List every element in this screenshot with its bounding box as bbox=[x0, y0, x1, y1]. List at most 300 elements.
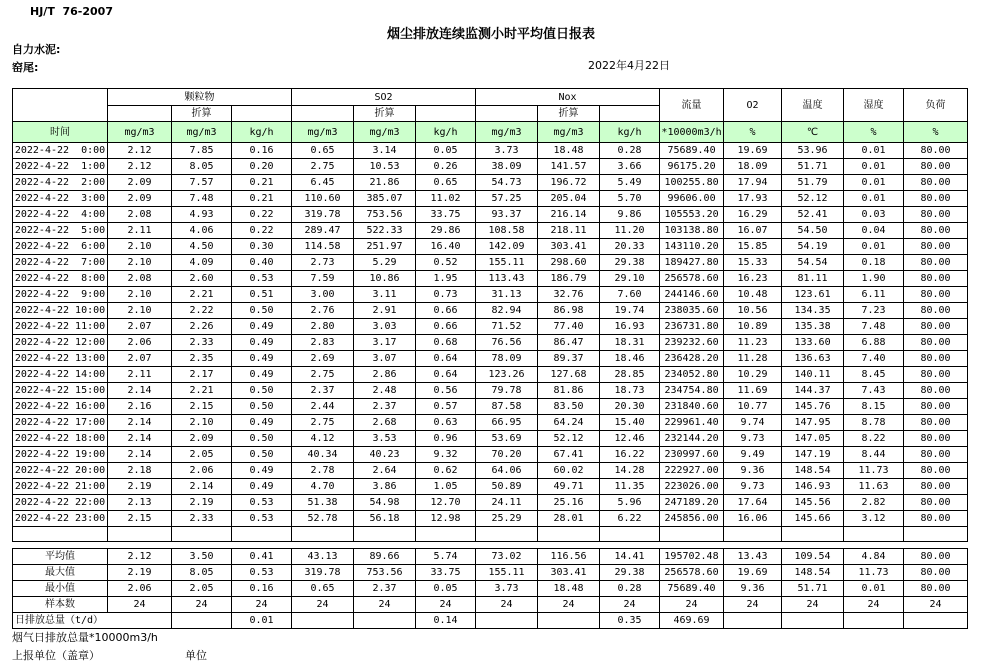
value-cell: 0.53 bbox=[232, 271, 292, 287]
value-cell: 127.68 bbox=[538, 367, 600, 383]
time-cell: 2022-4-22 4:00 bbox=[13, 207, 108, 223]
value-cell: 753.56 bbox=[354, 207, 416, 223]
value-cell: 50.89 bbox=[476, 479, 538, 495]
value-cell: 80.00 bbox=[904, 303, 968, 319]
value-cell: 2.75 bbox=[292, 415, 354, 431]
value-cell: 16.06 bbox=[724, 511, 782, 527]
value-cell: 234754.80 bbox=[660, 383, 724, 399]
value-cell: 80.00 bbox=[904, 479, 968, 495]
value-cell: 0.01 bbox=[844, 175, 904, 191]
value-cell: 0.40 bbox=[232, 255, 292, 271]
value-cell: 303.41 bbox=[538, 239, 600, 255]
value-cell: 24 bbox=[416, 597, 476, 613]
value-cell: 0.50 bbox=[232, 399, 292, 415]
time-cell: 2022-4-22 11:00 bbox=[13, 319, 108, 335]
pm-converted-header: 折算 bbox=[172, 106, 232, 122]
value-cell: 80.00 bbox=[904, 415, 968, 431]
value-cell: 80.00 bbox=[904, 549, 968, 565]
value-cell: 2.37 bbox=[354, 399, 416, 415]
unit-header: *10000m3/h bbox=[660, 122, 724, 143]
time-cell: 2022-4-22 21:00 bbox=[13, 479, 108, 495]
report-table-area bbox=[12, 88, 970, 629]
summary-row bbox=[13, 549, 968, 565]
unit-header: kg/h bbox=[416, 122, 476, 143]
value-cell: 2.83 bbox=[292, 335, 354, 351]
time-cell: 2022-4-22 7:00 bbox=[13, 255, 108, 271]
table-row bbox=[13, 143, 968, 159]
value-cell: 114.58 bbox=[292, 239, 354, 255]
time-cell: 2022-4-22 12:00 bbox=[13, 335, 108, 351]
value-cell: 38.09 bbox=[476, 159, 538, 175]
value-cell: 3.66 bbox=[600, 159, 660, 175]
blank-cell bbox=[13, 527, 108, 542]
value-cell: 24.11 bbox=[476, 495, 538, 511]
value-cell: 40.34 bbox=[292, 447, 354, 463]
time-cell: 2022-4-22 3:00 bbox=[13, 191, 108, 207]
value-cell: 0.57 bbox=[416, 399, 476, 415]
value-cell: 4.84 bbox=[844, 549, 904, 565]
value-cell: 289.47 bbox=[292, 223, 354, 239]
value-cell: 0.20 bbox=[232, 159, 292, 175]
value-cell: 33.75 bbox=[416, 207, 476, 223]
unit-header: kg/h bbox=[600, 122, 660, 143]
value-cell: 218.11 bbox=[538, 223, 600, 239]
unit-header: ℃ bbox=[782, 122, 844, 143]
value-cell: 148.54 bbox=[782, 565, 844, 581]
value-cell: 0.64 bbox=[416, 367, 476, 383]
table-row bbox=[13, 175, 968, 191]
value-cell: 16.22 bbox=[600, 447, 660, 463]
value-cell: 51.38 bbox=[292, 495, 354, 511]
time-cell: 2022-4-22 2:00 bbox=[13, 175, 108, 191]
value-cell: 4.93 bbox=[172, 207, 232, 223]
value-cell: 0.04 bbox=[844, 223, 904, 239]
value-cell: 134.35 bbox=[782, 303, 844, 319]
value-cell: 2.18 bbox=[108, 463, 172, 479]
value-cell: 145.76 bbox=[782, 399, 844, 415]
daily-total-row bbox=[13, 613, 968, 629]
value-cell: 10.48 bbox=[724, 287, 782, 303]
value-cell: 2.80 bbox=[292, 319, 354, 335]
value-cell: 469.69 bbox=[660, 613, 724, 629]
table-row bbox=[13, 383, 968, 399]
value-cell bbox=[476, 613, 538, 629]
value-cell: 0.49 bbox=[232, 463, 292, 479]
value-cell: 2.75 bbox=[292, 159, 354, 175]
value-cell: 2.69 bbox=[292, 351, 354, 367]
value-cell: 57.25 bbox=[476, 191, 538, 207]
nox-converted-header: 折算 bbox=[538, 106, 600, 122]
value-cell bbox=[292, 613, 354, 629]
time-cell: 2022-4-22 22:00 bbox=[13, 495, 108, 511]
value-cell: 11.69 bbox=[724, 383, 782, 399]
value-cell: 0.49 bbox=[232, 367, 292, 383]
table-row bbox=[13, 335, 968, 351]
value-cell: 17.93 bbox=[724, 191, 782, 207]
value-cell: 2.26 bbox=[172, 319, 232, 335]
value-cell: 147.05 bbox=[782, 431, 844, 447]
table-row bbox=[13, 159, 968, 175]
value-cell: 53.96 bbox=[782, 143, 844, 159]
value-cell: 70.20 bbox=[476, 447, 538, 463]
value-cell: 2.14 bbox=[108, 431, 172, 447]
table-row bbox=[13, 255, 968, 271]
value-cell: 2.76 bbox=[292, 303, 354, 319]
hourly-data-table bbox=[12, 88, 968, 542]
value-cell: 11.73 bbox=[844, 565, 904, 581]
value-cell: 0.01 bbox=[844, 143, 904, 159]
value-cell: 51.71 bbox=[782, 159, 844, 175]
value-cell: 20.33 bbox=[600, 239, 660, 255]
value-cell bbox=[354, 613, 416, 629]
value-cell: 0.53 bbox=[232, 565, 292, 581]
value-cell: 2.22 bbox=[172, 303, 232, 319]
value-cell: 0.49 bbox=[232, 479, 292, 495]
value-cell: 0.49 bbox=[232, 351, 292, 367]
time-cell: 2022-4-22 8:00 bbox=[13, 271, 108, 287]
blank-cell bbox=[108, 106, 172, 122]
value-cell: 0.66 bbox=[416, 303, 476, 319]
value-cell: 2.07 bbox=[108, 319, 172, 335]
unit-header: mg/m3 bbox=[292, 122, 354, 143]
value-cell: 24 bbox=[172, 597, 232, 613]
value-cell: 54.19 bbox=[782, 239, 844, 255]
value-cell: 2.06 bbox=[108, 335, 172, 351]
value-cell: 11.20 bbox=[600, 223, 660, 239]
value-cell: 0.14 bbox=[416, 613, 476, 629]
value-cell: 81.11 bbox=[782, 271, 844, 287]
value-cell: 2.14 bbox=[108, 415, 172, 431]
value-cell: 0.01 bbox=[844, 159, 904, 175]
value-cell: 5.70 bbox=[600, 191, 660, 207]
value-cell: 40.23 bbox=[354, 447, 416, 463]
value-cell: 3.53 bbox=[354, 431, 416, 447]
value-cell: 6.45 bbox=[292, 175, 354, 191]
value-cell: 24 bbox=[660, 597, 724, 613]
value-cell: 155.11 bbox=[476, 255, 538, 271]
value-cell: 2.15 bbox=[172, 399, 232, 415]
blank-cell bbox=[172, 527, 232, 542]
value-cell: 3.03 bbox=[354, 319, 416, 335]
value-cell: 29.38 bbox=[600, 565, 660, 581]
value-cell: 7.48 bbox=[844, 319, 904, 335]
value-cell: 0.16 bbox=[232, 581, 292, 597]
value-cell: 2.78 bbox=[292, 463, 354, 479]
blank-cell bbox=[724, 527, 782, 542]
value-cell: 81.86 bbox=[538, 383, 600, 399]
value-cell: 244146.60 bbox=[660, 287, 724, 303]
value-cell: 12.46 bbox=[600, 431, 660, 447]
value-cell: 8.15 bbox=[844, 399, 904, 415]
blank-cell bbox=[476, 106, 538, 122]
value-cell: 4.09 bbox=[172, 255, 232, 271]
table-row bbox=[13, 271, 968, 287]
value-cell: 256578.60 bbox=[660, 565, 724, 581]
value-cell: 17.64 bbox=[724, 495, 782, 511]
value-cell: 196.72 bbox=[538, 175, 600, 191]
time-cell: 2022-4-22 23:00 bbox=[13, 511, 108, 527]
value-cell: 10.53 bbox=[354, 159, 416, 175]
value-cell: 78.09 bbox=[476, 351, 538, 367]
value-cell: 76.56 bbox=[476, 335, 538, 351]
value-cell: 0.05 bbox=[416, 581, 476, 597]
value-cell: 87.58 bbox=[476, 399, 538, 415]
value-cell: 80.00 bbox=[904, 351, 968, 367]
value-cell bbox=[724, 613, 782, 629]
value-cell: 19.69 bbox=[724, 143, 782, 159]
value-cell: 54.98 bbox=[354, 495, 416, 511]
value-cell: 15.85 bbox=[724, 239, 782, 255]
value-cell: 80.00 bbox=[904, 565, 968, 581]
value-cell: 71.52 bbox=[476, 319, 538, 335]
time-cell: 2022-4-22 10:00 bbox=[13, 303, 108, 319]
value-cell: 223026.00 bbox=[660, 479, 724, 495]
value-cell: 146.93 bbox=[782, 479, 844, 495]
value-cell: 229961.40 bbox=[660, 415, 724, 431]
value-cell: 24 bbox=[476, 597, 538, 613]
value-cell: 0.01 bbox=[232, 613, 292, 629]
value-cell: 7.40 bbox=[844, 351, 904, 367]
table-row bbox=[13, 287, 968, 303]
company-name: 自力水泥: bbox=[12, 43, 61, 56]
value-cell: 2.21 bbox=[172, 383, 232, 399]
value-cell: 2.17 bbox=[172, 367, 232, 383]
value-cell: 2.06 bbox=[172, 463, 232, 479]
value-cell: 319.78 bbox=[292, 565, 354, 581]
value-cell: 2.73 bbox=[292, 255, 354, 271]
value-cell: 24 bbox=[232, 597, 292, 613]
value-cell: 2.06 bbox=[108, 581, 172, 597]
value-cell: 0.53 bbox=[232, 495, 292, 511]
flow-header: 流量 bbox=[660, 89, 724, 122]
value-cell: 100255.80 bbox=[660, 175, 724, 191]
value-cell: 2.33 bbox=[172, 335, 232, 351]
value-cell: 14.28 bbox=[600, 463, 660, 479]
value-cell: 2.75 bbox=[292, 367, 354, 383]
value-cell: 80.00 bbox=[904, 383, 968, 399]
value-cell: 54.54 bbox=[782, 255, 844, 271]
value-cell: 9.73 bbox=[724, 479, 782, 495]
standard-number: HJ/T 76-2007 bbox=[30, 5, 113, 18]
value-cell: 80.00 bbox=[904, 335, 968, 351]
value-cell: 89.37 bbox=[538, 351, 600, 367]
nox-group-header: Nox bbox=[476, 89, 660, 106]
blank-cell bbox=[416, 106, 476, 122]
table-row bbox=[13, 319, 968, 335]
value-cell: 14.41 bbox=[600, 549, 660, 565]
value-cell: 105553.20 bbox=[660, 207, 724, 223]
value-cell: 24 bbox=[600, 597, 660, 613]
value-cell: 80.00 bbox=[904, 271, 968, 287]
value-cell: 16.23 bbox=[724, 271, 782, 287]
value-cell: 64.06 bbox=[476, 463, 538, 479]
value-cell: 753.56 bbox=[354, 565, 416, 581]
value-cell: 80.00 bbox=[904, 581, 968, 597]
time-cell: 2022-4-22 17:00 bbox=[13, 415, 108, 431]
blank-cell bbox=[600, 106, 660, 122]
value-cell: 2.16 bbox=[108, 399, 172, 415]
value-cell: 43.13 bbox=[292, 549, 354, 565]
value-cell: 24 bbox=[354, 597, 416, 613]
value-cell: 16.29 bbox=[724, 207, 782, 223]
value-cell: 140.11 bbox=[782, 367, 844, 383]
value-cell: 2.10 bbox=[108, 287, 172, 303]
value-cell: 11.02 bbox=[416, 191, 476, 207]
value-cell: 0.64 bbox=[416, 351, 476, 367]
value-cell: 145.56 bbox=[782, 495, 844, 511]
value-cell: 141.57 bbox=[538, 159, 600, 175]
value-cell: 303.41 bbox=[538, 565, 600, 581]
temperature-header: 温度 bbox=[782, 89, 844, 122]
value-cell: 2.60 bbox=[172, 271, 232, 287]
value-cell: 24 bbox=[292, 597, 354, 613]
table-row bbox=[13, 511, 968, 527]
station-name: 窑尾: bbox=[12, 61, 39, 74]
value-cell: 3.73 bbox=[476, 581, 538, 597]
value-cell: 2.13 bbox=[108, 495, 172, 511]
value-cell: 0.35 bbox=[600, 613, 660, 629]
value-cell: 5.96 bbox=[600, 495, 660, 511]
value-cell: 144.37 bbox=[782, 383, 844, 399]
value-cell: 73.02 bbox=[476, 549, 538, 565]
value-cell: 80.00 bbox=[904, 463, 968, 479]
unit-label: 单位 bbox=[185, 649, 207, 662]
value-cell: 256578.60 bbox=[660, 271, 724, 287]
pm-group-header: 颗粒物 bbox=[108, 89, 292, 106]
value-cell: 18.09 bbox=[724, 159, 782, 175]
time-cell: 2022-4-22 15:00 bbox=[13, 383, 108, 399]
value-cell: 2.05 bbox=[172, 581, 232, 597]
value-cell bbox=[538, 613, 600, 629]
blank-cell bbox=[782, 527, 844, 542]
spacer-row bbox=[13, 527, 968, 542]
value-cell: 2.08 bbox=[108, 207, 172, 223]
value-cell: 16.93 bbox=[600, 319, 660, 335]
value-cell: 52.78 bbox=[292, 511, 354, 527]
value-cell: 0.56 bbox=[416, 383, 476, 399]
o2-header: O2 bbox=[724, 89, 782, 122]
value-cell: 4.50 bbox=[172, 239, 232, 255]
value-cell: 56.18 bbox=[354, 511, 416, 527]
value-cell: 0.01 bbox=[844, 581, 904, 597]
value-cell: 11.35 bbox=[600, 479, 660, 495]
value-cell: 0.05 bbox=[416, 143, 476, 159]
unit-header: mg/m3 bbox=[476, 122, 538, 143]
unit-header: mg/m3 bbox=[354, 122, 416, 143]
page-title: 烟尘排放连续监测小时平均值日报表 bbox=[386, 27, 595, 42]
value-cell: 16.40 bbox=[416, 239, 476, 255]
value-cell: 239232.60 bbox=[660, 335, 724, 351]
value-cell: 77.40 bbox=[538, 319, 600, 335]
value-cell: 3.86 bbox=[354, 479, 416, 495]
value-cell: 0.16 bbox=[232, 143, 292, 159]
time-cell: 2022-4-22 13:00 bbox=[13, 351, 108, 367]
value-cell: 247189.20 bbox=[660, 495, 724, 511]
value-cell: 2.14 bbox=[108, 383, 172, 399]
blank-cell bbox=[904, 527, 968, 542]
value-cell: 0.50 bbox=[232, 447, 292, 463]
value-cell: 113.43 bbox=[476, 271, 538, 287]
value-cell: 52.41 bbox=[782, 207, 844, 223]
unit-header: mg/m3 bbox=[108, 122, 172, 143]
value-cell: 83.50 bbox=[538, 399, 600, 415]
value-cell: 7.23 bbox=[844, 303, 904, 319]
value-cell: 2.12 bbox=[108, 143, 172, 159]
value-cell: 5.74 bbox=[416, 549, 476, 565]
value-cell: 0.49 bbox=[232, 335, 292, 351]
table-row bbox=[13, 303, 968, 319]
value-cell: 9.74 bbox=[724, 415, 782, 431]
unit-header: % bbox=[904, 122, 968, 143]
value-cell: 251.97 bbox=[354, 239, 416, 255]
value-cell: 319.78 bbox=[292, 207, 354, 223]
value-cell: 4.70 bbox=[292, 479, 354, 495]
value-cell: 2.09 bbox=[172, 431, 232, 447]
value-cell: 11.63 bbox=[844, 479, 904, 495]
value-cell: 2.68 bbox=[354, 415, 416, 431]
unit-header: kg/h bbox=[232, 122, 292, 143]
value-cell: 80.00 bbox=[904, 431, 968, 447]
value-cell: 2.44 bbox=[292, 399, 354, 415]
blank-cell bbox=[292, 106, 354, 122]
value-cell: 7.43 bbox=[844, 383, 904, 399]
blank-cell bbox=[538, 527, 600, 542]
value-cell: 0.49 bbox=[232, 319, 292, 335]
value-cell: 5.29 bbox=[354, 255, 416, 271]
value-cell: 236731.80 bbox=[660, 319, 724, 335]
value-cell: 80.00 bbox=[904, 191, 968, 207]
value-cell: 17.94 bbox=[724, 175, 782, 191]
value-cell: 2.07 bbox=[108, 351, 172, 367]
header-units-row bbox=[13, 122, 968, 143]
table-row bbox=[13, 191, 968, 207]
value-cell: 0.50 bbox=[232, 431, 292, 447]
value-cell: 24 bbox=[844, 597, 904, 613]
value-cell: 18.48 bbox=[538, 143, 600, 159]
value-cell: 82.94 bbox=[476, 303, 538, 319]
value-cell: 298.60 bbox=[538, 255, 600, 271]
value-cell: 53.69 bbox=[476, 431, 538, 447]
value-cell: 2.91 bbox=[354, 303, 416, 319]
value-cell: 80.00 bbox=[904, 367, 968, 383]
table-row bbox=[13, 479, 968, 495]
report-org-label: 上报单位（盖章） bbox=[12, 649, 100, 662]
value-cell: 10.56 bbox=[724, 303, 782, 319]
value-cell: 0.28 bbox=[600, 143, 660, 159]
value-cell: 3.12 bbox=[844, 511, 904, 527]
value-cell: 222927.00 bbox=[660, 463, 724, 479]
value-cell: 1.95 bbox=[416, 271, 476, 287]
value-cell: 25.16 bbox=[538, 495, 600, 511]
value-cell: 2.10 bbox=[108, 255, 172, 271]
hourly-rows bbox=[13, 143, 968, 542]
value-cell: 0.66 bbox=[416, 319, 476, 335]
report-date: 2022年4月22日 bbox=[588, 59, 670, 72]
table-row bbox=[13, 239, 968, 255]
value-cell: 29.38 bbox=[600, 255, 660, 271]
value-cell: 99606.00 bbox=[660, 191, 724, 207]
value-cell: 136.63 bbox=[782, 351, 844, 367]
value-cell: 0.22 bbox=[232, 223, 292, 239]
summary-row bbox=[13, 581, 968, 597]
value-cell: 2.64 bbox=[354, 463, 416, 479]
value-cell: 80.00 bbox=[904, 159, 968, 175]
summary-row bbox=[13, 565, 968, 581]
value-cell: 12.70 bbox=[416, 495, 476, 511]
unit-header: mg/m3 bbox=[172, 122, 232, 143]
time-cell: 2022-4-22 14:00 bbox=[13, 367, 108, 383]
value-cell: 9.86 bbox=[600, 207, 660, 223]
